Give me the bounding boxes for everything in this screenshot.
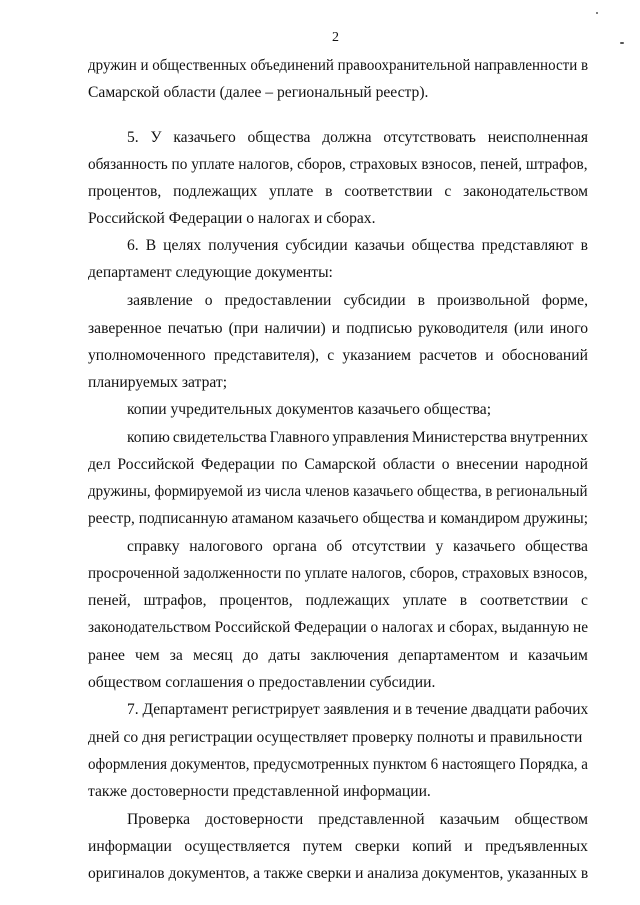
text-segment: обоснований (501, 347, 588, 364)
text-segment: об (326, 538, 343, 555)
text-line (88, 455, 588, 475)
text-segment: казачьим (439, 811, 500, 828)
text-line (127, 428, 588, 448)
scan-speck (596, 12, 598, 14)
text-segment: за (169, 647, 183, 664)
text-segment: свидетельства (172, 429, 267, 446)
text-segment: наличии) (264, 320, 326, 337)
text-segment: целях (163, 237, 202, 254)
text-segment: 7. Департамент регистрирует заявления и в течение двадцати рабочих (127, 701, 589, 718)
text-segment: подписью (346, 320, 413, 337)
text-segment: соответствии (480, 592, 569, 609)
text-segment: Главного (269, 429, 330, 446)
text-segment: форме, (541, 292, 588, 309)
text-segment: также достоверности представленной информации. (88, 783, 431, 800)
text-segment: пеней, (88, 592, 131, 609)
text-segment: по (281, 456, 298, 473)
text-segment: печатью (167, 320, 223, 337)
text-line (88, 373, 588, 393)
text-segment: области (382, 456, 435, 473)
text-segment: народной (525, 456, 588, 473)
text-segment: обществом соглашения о предоставлении субсидии. (88, 674, 436, 691)
text-segment: руководителя (418, 320, 508, 337)
text-segment: процентов, (219, 592, 293, 609)
text-segment: 5. (127, 129, 139, 146)
text-segment: уполномоченного (88, 347, 206, 364)
text-segment: дружин и общественных объединений правоохранительной направленности в (88, 57, 589, 74)
text-segment: оформления документов, предусмотренных пунктом 6 настоящего Порядка, а (88, 756, 588, 773)
scan-speck (620, 42, 624, 44)
text-segment: достоверности (205, 811, 304, 828)
text-line (127, 291, 588, 311)
text-segment: казачьего (173, 129, 236, 146)
text-line (88, 209, 588, 229)
text-segment: указанием (342, 347, 411, 364)
text-segment: Федерации (201, 456, 275, 473)
text-segment: субсидии (285, 237, 348, 254)
text-segment: департамент следующие документы: (88, 264, 333, 281)
text-segment: сверки (354, 838, 400, 855)
text-segment: управления (332, 429, 409, 446)
text-segment: дел (88, 456, 111, 473)
text-line (88, 728, 588, 748)
text-segment: произвольной (437, 292, 530, 309)
text-segment: копий (412, 838, 452, 855)
text-segment: с (444, 183, 452, 200)
text-line (88, 618, 589, 638)
text-segment: штрафов, (143, 592, 207, 609)
text-segment: Министерства (411, 429, 508, 446)
text-line (127, 537, 588, 557)
text-segment: заключения (310, 647, 389, 664)
text-segment: общества (525, 538, 588, 555)
text-segment: общества (411, 237, 475, 254)
text-segment: отсутствовать (383, 129, 476, 146)
text-segment: чем (135, 647, 160, 664)
text-segment: с (327, 347, 335, 364)
text-segment: ранее (88, 647, 125, 664)
text-line (127, 400, 588, 420)
text-line (127, 700, 589, 720)
text-line (88, 263, 588, 283)
text-line (88, 83, 588, 103)
text-line (88, 837, 588, 857)
text-segment: оригиналов документов, а также сверки и анализа документов, указанных в (88, 865, 589, 882)
text-line (88, 56, 589, 76)
text-segment: путем (302, 838, 343, 855)
text-segment: процентов, (88, 183, 162, 200)
text-segment: представителя), (213, 347, 320, 364)
text-segment: должна (322, 129, 372, 146)
text-segment: законодательством Российской Федерации о налогах и сборах, выданную не (88, 619, 589, 636)
text-segment: даты (268, 647, 301, 664)
text-segment: дружины, формируемой из числа членов казачьего общества, в региональный (88, 483, 588, 500)
text-segment: 6. (127, 237, 139, 254)
text-segment: и (485, 347, 494, 364)
text-segment: У (150, 129, 162, 146)
text-segment: предъявленных (485, 838, 588, 855)
text-segment: соответствии (344, 183, 433, 200)
text-segment: (или (513, 320, 544, 337)
text-segment: уплате (402, 592, 447, 609)
text-segment: заявление (127, 292, 193, 309)
text-line (127, 810, 588, 830)
text-line (88, 319, 588, 339)
text-line (88, 155, 588, 175)
text-segment: органа (272, 538, 317, 555)
text-line (88, 591, 588, 611)
text-line (88, 646, 588, 666)
text-line (88, 755, 588, 775)
text-segment: у (435, 538, 444, 555)
text-segment: В (145, 237, 157, 254)
text-segment: в (459, 592, 468, 609)
text-segment: налогового (189, 538, 263, 555)
text-segment: просроченной задолженности по уплате налогов, сборов, страховых взносов, (88, 565, 588, 582)
text-segment: Проверка (127, 811, 191, 828)
text-segment: месяц (192, 647, 233, 664)
text-segment: предоставлении (224, 292, 332, 309)
text-segment: казачьим (527, 647, 588, 664)
text-segment: внутренних (509, 429, 588, 446)
text-segment: департаментом (398, 647, 500, 664)
text-segment: справку (127, 538, 180, 555)
text-segment: внесении (456, 456, 519, 473)
text-line (88, 564, 588, 584)
text-segment: осуществляется (184, 838, 291, 855)
text-segment: Российской (117, 456, 195, 473)
text-segment: уплате (269, 183, 314, 200)
text-segment: неисполненная (487, 129, 588, 146)
text-segment: и (509, 647, 518, 664)
text-line (127, 128, 588, 148)
text-segment: подлежащих (305, 592, 390, 609)
text-segment: и (331, 320, 341, 337)
text-segment: отсутствии (351, 538, 426, 555)
text-segment: о (204, 292, 213, 309)
text-segment: субсидии (343, 292, 406, 309)
text-segment: получения (208, 237, 279, 254)
text-segment: дней со дня регистрации осуществляет проверку полноты и правильности (88, 729, 583, 746)
text-segment: заверенное (88, 320, 162, 337)
text-segment: и (464, 838, 473, 855)
text-segment: в (417, 292, 426, 309)
text-segment: представляют (481, 237, 574, 254)
text-line (88, 673, 588, 693)
text-segment: до (242, 647, 259, 664)
text-segment: казачьи (354, 237, 405, 254)
text-segment: о (441, 456, 450, 473)
text-segment: иного (549, 320, 588, 337)
text-segment: Самарской области (далее – региональный реестр). (88, 84, 429, 101)
text-segment: обязанность по уплате налогов, сборов, страховых взносов, пеней, штрафов, (88, 156, 588, 173)
text-segment: обществом (514, 811, 588, 828)
text-segment: расчетов (419, 347, 478, 364)
text-segment: копию (127, 429, 170, 446)
text-line (88, 509, 589, 529)
text-segment: в (325, 183, 333, 200)
text-line (88, 482, 588, 502)
text-segment: законодательством (463, 183, 588, 200)
text-segment: Самарской (304, 456, 377, 473)
text-line (88, 346, 588, 366)
text-segment: информации (88, 838, 172, 855)
text-segment: с (581, 592, 588, 609)
text-segment: общества (247, 129, 311, 146)
text-segment: казачьего (453, 538, 516, 555)
text-segment: Российской Федерации о налогах и сборах. (88, 210, 376, 227)
text-line (88, 182, 588, 202)
text-segment: реестр, подписанную атаманом казачьего общества и командиром дружины; (88, 510, 589, 527)
text-segment: подлежащих (173, 183, 258, 200)
text-segment: представленной (318, 811, 425, 828)
text-segment: планируемых затрат; (88, 374, 228, 391)
text-segment: копии учредительных документов казачьего общества; (127, 401, 492, 418)
page-number: 2 (332, 30, 339, 45)
text-line (127, 236, 588, 256)
text-segment: (при (228, 320, 259, 337)
text-segment: в (580, 237, 588, 254)
text-line (88, 864, 589, 884)
text-line (88, 782, 588, 802)
